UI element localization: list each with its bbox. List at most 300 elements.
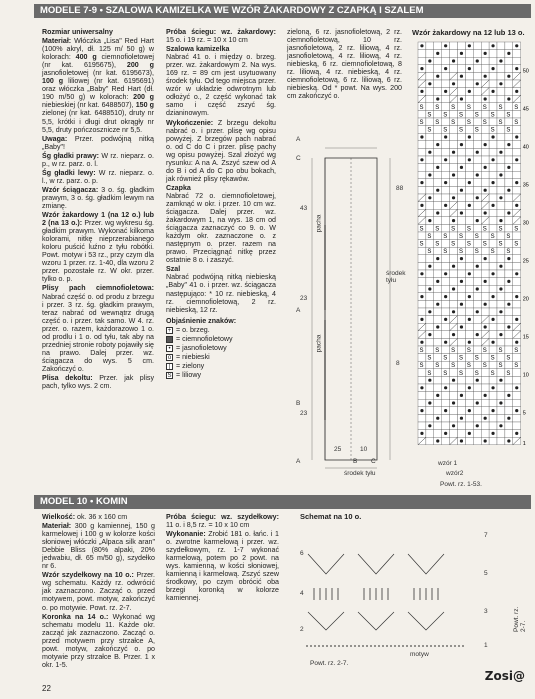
jacquard-cell (458, 430, 466, 438)
jacquard-dot (428, 59, 431, 62)
jacquard-symbol: S (498, 241, 503, 248)
jacquard-cell (505, 316, 513, 324)
jacquard-dot (452, 379, 455, 382)
dim-2: 88 (396, 185, 404, 192)
jacquard-symbol: S (435, 226, 440, 233)
jacquard-dot (507, 189, 510, 192)
jacquard-cell (450, 300, 458, 308)
jacquard-symbol: S (506, 127, 511, 134)
jacquard-cell (497, 300, 505, 308)
jacquard-cell (458, 262, 466, 270)
jacquard-cell (489, 194, 497, 202)
point-a-top: A (296, 136, 301, 143)
jacquard-dot (452, 424, 455, 427)
jacquard-symbol: S (451, 348, 456, 354)
dim-4: 23 (300, 410, 308, 417)
jacquard-symbol: S (482, 226, 487, 233)
jacquard-cell (505, 293, 513, 301)
jacquard-grid (414, 38, 529, 448)
jacquard-dot (476, 379, 479, 382)
jacquard-dot (507, 143, 510, 146)
jacquard-cell (458, 399, 466, 407)
jacquard-cell (489, 217, 497, 225)
jacquard-dot (507, 257, 510, 260)
legend-swatch: + (167, 327, 172, 334)
crochet-row-label: 3 (484, 608, 488, 615)
jacquard-cell (481, 110, 489, 118)
label-wielkosc: Wielkość: (42, 513, 76, 521)
jacquard-cell (465, 164, 473, 172)
jacquard-symbol: S (419, 226, 424, 233)
jacquard-dot (452, 401, 455, 404)
jacquard-dot (507, 394, 510, 397)
jacquard-cell (465, 232, 473, 240)
jacquard-cell (458, 224, 466, 232)
jacquard-cell (426, 323, 434, 331)
top-banner: MODELE 7-9 • SZALOWA KAMIZELKA WE WZÓR ŻAKARDOWY Z CZAPKĄ I SZALEM (34, 4, 531, 18)
jacquard-symbol: S (466, 226, 471, 233)
jacquard-dot (420, 67, 423, 70)
point-c-top: C (296, 155, 301, 162)
jacquard-dot (436, 394, 439, 397)
jacquard-cell (489, 141, 497, 149)
jacquard-cell (473, 361, 481, 369)
jacquard-dot (476, 310, 479, 313)
jacquard-cell (450, 407, 458, 415)
jacquard-cell (434, 285, 442, 293)
jacquard-dot (515, 204, 518, 207)
jacquard-cell (473, 407, 481, 415)
jacquard-symbol: S (466, 363, 471, 370)
jacquard-row-label: 5 (522, 410, 526, 417)
jacquard-row-label: 15 (522, 334, 529, 341)
text-sg-prawy: W rz. nieparz. o. p., w rz. parz. o. l. (42, 151, 154, 168)
jacquard-cell (505, 422, 513, 430)
jacquard-dot (491, 181, 494, 184)
jacquard-cell (442, 72, 450, 80)
jacquard-dot (484, 143, 487, 146)
jacquard-symbol: S (451, 120, 456, 126)
jacquard-dot (436, 303, 439, 306)
jacquard-cell (418, 354, 426, 362)
jacquard-cell (489, 171, 497, 179)
jacquard-dot (420, 181, 423, 184)
jacquard-dot (507, 52, 510, 55)
jacquard-cell (473, 437, 481, 445)
jacquard-cell (473, 346, 481, 354)
jacquard-cell (442, 148, 450, 156)
jacquard-dot (515, 90, 518, 93)
jacquard-cell (505, 156, 513, 164)
jacquard-cell (497, 293, 505, 301)
jacquard-cell (497, 88, 505, 96)
jacquard-cell (489, 164, 497, 172)
jacquard-cell (497, 186, 505, 194)
schemat10-powt: Powt. rz. 2-7. (310, 660, 349, 667)
jacquard-cell (505, 346, 513, 354)
jacquard-dot (507, 280, 510, 283)
jacquard-dot (491, 135, 494, 138)
jacquard-cell (458, 308, 466, 316)
jacquard-dot (444, 158, 447, 161)
jacquard-cell (418, 57, 426, 65)
jacquard-dot (476, 219, 479, 222)
jacquard-dot (436, 211, 439, 214)
jacquard-cell (465, 262, 473, 270)
jacquard-cell (497, 126, 505, 134)
jacquard-cell (442, 217, 450, 225)
jacquard-dot (507, 439, 510, 442)
jacquard-dot (436, 325, 439, 328)
page-number: 22 (42, 684, 51, 693)
jacquard-cell (513, 148, 521, 156)
jacquard-cell (458, 88, 466, 96)
jacquard-cell (418, 278, 426, 286)
jacquard-cell (434, 133, 442, 141)
text-material: Włóczka „Lisa" Red Hart (100% akryl, dł. 125 m/ 50 g) w kolorach: (42, 37, 154, 62)
jacquard-cell (465, 278, 473, 286)
jacquard-cell (505, 179, 513, 187)
jacquard-cell (450, 42, 458, 50)
jacquard-dot (436, 166, 439, 169)
jacquard-dot (476, 151, 479, 154)
jacquard-dot (507, 325, 510, 328)
jacquard-row-label: 25 (522, 258, 529, 265)
jacquard-cell (442, 323, 450, 331)
jacquard-cell (434, 171, 442, 179)
jacquard-dot (484, 303, 487, 306)
jacquard-dot (491, 409, 494, 412)
jacquard-symbol: S (419, 348, 424, 354)
jacquard-dot (499, 82, 502, 85)
jacquard-dot (468, 295, 471, 298)
jacquard-symbol: S (466, 120, 471, 126)
text-material-1: ciemnofioletowej (nr kat. 6195675), (42, 53, 154, 70)
jacquard-cell (497, 354, 505, 362)
jacquard-cell (505, 262, 513, 270)
jacquard-dot (428, 401, 431, 404)
label-wzor-sciagacza: Wzór ściągacza: (42, 185, 99, 194)
jacquard-cell (442, 399, 450, 407)
jacquard-cell (465, 50, 473, 58)
jacquard-row-label: 10 (522, 372, 529, 379)
jacquard-cell (434, 384, 442, 392)
jacquard-dot (452, 59, 455, 62)
jacquard-cell (442, 50, 450, 58)
jacquard-symbol: S (427, 112, 432, 119)
jacquard-cell (434, 399, 442, 407)
jacquard-cell (489, 308, 497, 316)
text-szalowa: Nabrać 41 o. i między o. brzeg. przer. wz. żakardowym 2. Na wys. 169 rz. = 89 cm jest usytuowany środek tyłu. Od tego miejsca przer. wzór w układzie odwrotnym lub odłożyć o., 2 część wykonać tak samo i część zszyć śg. dzianinowym. (166, 53, 276, 118)
jacquard-symbol: S (498, 363, 503, 370)
jacquard-cell (465, 247, 473, 255)
jacquard-cell (473, 179, 481, 187)
jacquard-symbol: S (482, 363, 487, 370)
jacquard-dot (420, 386, 423, 389)
jacquard-cell (442, 57, 450, 65)
jacquard-cell (418, 376, 426, 384)
signature: Zosi@ (484, 669, 525, 683)
jacquard-title: Wzór żakardowy na 12 lub 13 o. (412, 28, 525, 37)
text-plisy: Nabrać część o. od produ z brzegu i przer. 3 rz. śg. gładkim prawym, teraz nabrać od wewnątrz drugą część o. i przer. tak samo. W 4. rz. przer. o. razem, każdorazowo 1 o. od prodlu i 1 o. od tyłu, tak aby na przedniej stronie roboty pojawiły się na prawo. Dalej przer. wz. ściągacza do wys. 5 cm. Zakończyć o. (42, 292, 154, 373)
jacquard-cell (497, 247, 505, 255)
jacquard-cell (481, 422, 489, 430)
jacquard-cell (489, 323, 497, 331)
jacquard-cell (434, 293, 442, 301)
jacquard-cell (465, 376, 473, 384)
dim-3: 23 (300, 295, 308, 302)
jacquard-dot (444, 90, 447, 93)
jacquard-cell (497, 133, 505, 141)
label-proba: Próba ściegu: wz. żakardowy: (166, 28, 276, 36)
jacquard-symbol: S (498, 104, 503, 111)
jacquard-cell (426, 186, 434, 194)
text-material-5: zielonej (nr kat. 6488510), druty nr 5,5, krótki i długi drut okrągły nr 5,5, druty pończosznicze nr 5,5. (42, 109, 154, 134)
jacquard-symbol: S (419, 241, 424, 248)
jacquard-cell (489, 240, 497, 248)
jacquard-cell (458, 80, 466, 88)
text-proba: 15 o. i 19 rz. = 10 x 10 cm (166, 36, 248, 45)
jacquard-symbol: S (459, 355, 464, 362)
jacquard-symbol: S (514, 226, 519, 233)
jacquard-dot (468, 341, 471, 344)
jacquard-cell (473, 316, 481, 324)
jacquard-dot (476, 173, 479, 176)
jacquard-dot (507, 97, 510, 100)
jacquard-cell (481, 308, 489, 316)
jacquard-cell (458, 217, 466, 225)
jacquard-dot (444, 44, 447, 47)
jacquard-cell (426, 224, 434, 232)
jacquard-dot (428, 265, 431, 268)
qty-5: 150 g (135, 101, 154, 110)
jacquard-cell (505, 384, 513, 392)
jacquard-cell (418, 255, 426, 263)
jacquard-symbol: S (435, 348, 440, 354)
jacquard-cell (497, 141, 505, 149)
text-material-2: jasnofioletowej (nr kat. 6195673), (42, 69, 154, 78)
jacquard-cell (450, 156, 458, 164)
jacquard-dot (491, 158, 494, 161)
jacquard-dot (460, 325, 463, 328)
jacquard-cell (481, 42, 489, 50)
jacquard-cell (418, 285, 426, 293)
jacquard-cell (481, 232, 489, 240)
jacquard-cell (505, 65, 513, 73)
jacquard-cell (465, 171, 473, 179)
jacquard-cell (458, 384, 466, 392)
jacquard-row-label: 35 (522, 182, 529, 189)
jacquard-cell (442, 308, 450, 316)
jacquard-cell (465, 308, 473, 316)
jacquard-dot (515, 44, 518, 47)
jacquard-dot (468, 432, 471, 435)
jacquard-cell (481, 65, 489, 73)
jacquard-cell (497, 179, 505, 187)
jacquard-cell (418, 126, 426, 134)
jacquard-cell (426, 202, 434, 210)
jacquard-cell (442, 209, 450, 217)
jacquard-cell (505, 103, 513, 111)
jacquard-symbol: S (498, 226, 503, 233)
jacquard-cell (497, 164, 505, 172)
jacquard-cell (489, 392, 497, 400)
jacquard-cell (473, 202, 481, 210)
label-sg-lewy: Śg gładki lewy: (42, 168, 96, 177)
jacquard-row-label: 30 (522, 220, 529, 227)
jacquard-dot (460, 166, 463, 169)
jacquard-dot (420, 272, 423, 275)
label-srodek-tylu: środek tyłu (344, 470, 376, 477)
jacquard-cell (465, 126, 473, 134)
jacquard-dot (468, 67, 471, 70)
jacquard-cell (418, 164, 426, 172)
jacquard-cell (481, 270, 489, 278)
qty-2: 200 g (126, 61, 154, 70)
jacquard-dot (507, 166, 510, 169)
jacquard-cell (434, 308, 442, 316)
jacquard-cell (434, 407, 442, 415)
jacquard-symbol: S (482, 104, 487, 111)
jacquard-dot (428, 219, 431, 222)
jacquard-dot (484, 211, 487, 214)
jacquard-dot (460, 257, 463, 260)
schemat10-powt-side: Powt. rz. 2-7. (513, 606, 527, 632)
jacquard-cell (513, 278, 521, 286)
jacquard-cell (489, 50, 497, 58)
text-szal: Nabrać podwójną nitką niebieską „Baby" 41 o. i przer. wz. ściągacza następująco: * 10 rz. niebieską, 4 rz. ciemnofioletową, 2 rz. niebieską, 12 rz. (166, 273, 276, 314)
jacquard-cell (489, 278, 497, 286)
jacquard-dot (491, 318, 494, 321)
jacquard-dot (444, 409, 447, 412)
jacquard-cell (473, 414, 481, 422)
jacquard-dot (420, 341, 423, 344)
legend-text: = o. brzeg. (176, 326, 210, 335)
jacquard-row-label: 20 (522, 296, 529, 303)
jacquard-cell (458, 103, 466, 111)
jacquard-dot (515, 318, 518, 321)
jacquard-cell (426, 72, 434, 80)
jacquard-dot (499, 151, 502, 154)
jacquard-dot (499, 401, 502, 404)
jacquard-cell (489, 103, 497, 111)
label-material: Materiał: (42, 37, 72, 46)
jacquard-dot (484, 166, 487, 169)
jacquard-cell (513, 414, 521, 422)
qty-4: 200 g (133, 93, 154, 102)
legend-text: = ciemnofioletowy (176, 335, 233, 344)
jacquard-cell (458, 407, 466, 415)
jacquard-symbol: S (514, 363, 519, 370)
jacquard-cell (465, 217, 473, 225)
jacquard-cell (426, 65, 434, 73)
jacquard-dot (420, 158, 423, 161)
jacquard-symbol: S (506, 234, 511, 240)
jacquard-cell (465, 300, 473, 308)
jacquard-cell (450, 354, 458, 362)
jacquard-cell (450, 430, 458, 438)
jacquard-row-label: 50 (522, 68, 529, 75)
jacquard-cell (458, 118, 466, 126)
jacquard-dot (436, 189, 439, 192)
text-material-10: 300 g kamiennej, 150 g karmelowej i 100 g w kolorze kości słoniowej włóczki „Alpaca silk aran" Debbie Bliss (80% alpaki, 20% jedwabiu, dł. 65 m/50 g), szydełko nr 6. (42, 522, 155, 571)
jacquard-dot (484, 97, 487, 100)
jacquard-cell (473, 118, 481, 126)
jacquard-cell (458, 331, 466, 339)
text-wykonanie: Zrobić 181 o. łańc. i 1 o. zwrotne karmelową i przer. wz. szydełkowym, rz. 1-7 wykonać karmelową, potem po 2 powt. na wys. kamienną, w kości słoniowej, kamienną i karmelową. Zszyć szew środkowy, po czym obrócić oba brzegi koronką w kolorze kamiennej. (166, 530, 279, 603)
jacquard-cell (497, 72, 505, 80)
vest-schematic (290, 130, 408, 485)
legend-item (166, 344, 276, 353)
jacquard-dot (491, 67, 494, 70)
jacquard-cell (497, 42, 505, 50)
jacquard-symbol: S (435, 363, 440, 370)
jacquard-cell (450, 255, 458, 263)
jacquard-dot (484, 280, 487, 283)
text-wykonczenie: Z brzegu dekoltu nabrać o. i przer. plisę wg opisu powyżej. Z brzegów pach nabrać o. od C do C i przer. plisę pachy wg opisu powyżej. Szal złożyć wg rysunku: A na A. Zszyć szew od A do B i od A do C po obu bokach, jak również plisy rękawów. (166, 118, 276, 183)
jacquard-cell (473, 209, 481, 217)
jacquard-dot (499, 196, 502, 199)
jacquard-cell (497, 110, 505, 118)
jacquard-cell (489, 262, 497, 270)
jacquard-cell (434, 80, 442, 88)
jacquard-symbol: S (459, 249, 464, 256)
jacquard-cell (513, 285, 521, 293)
jacquard-cell (489, 422, 497, 430)
jacquard-cell (473, 293, 481, 301)
jacquard-cell (458, 171, 466, 179)
jacquard-cell (442, 278, 450, 286)
jacquard-cell (434, 270, 442, 278)
jacquard-symbol: S (459, 370, 464, 377)
jacquard-cell (434, 148, 442, 156)
jacquard-cell (465, 369, 473, 377)
jacquard-cell (513, 422, 521, 430)
text-col3: zieloną, 6 rz. jasnofioletową, 2 rz. ciemnofioletową, 10 rz. jasnofioletową, 2 rz. liliową, 4 rz. jasnofioletową, 4 rz. liliową, 4 rz. niebieską, 6 rz. ciemnofioletową, 8 rz. liliową, 4 rz. niebieską, 4 rz. ciemnofioletową, 6 rz. liliową, 6 rz. niebieską. Od * powt. Na wys. 200 cm zakończyć o. (287, 28, 402, 101)
jacquard-cell (450, 141, 458, 149)
crochet-row-label: 1 (484, 642, 488, 649)
jacquard-cell (497, 384, 505, 392)
jacquard-dot (420, 135, 423, 138)
jacquard-dot (507, 75, 510, 78)
jacquard-cell (442, 346, 450, 354)
jacquard-cell (450, 392, 458, 400)
column-3 (287, 28, 402, 101)
jacquard-cell (473, 430, 481, 438)
jacquard-cell (473, 88, 481, 96)
jacquard-dot (436, 143, 439, 146)
jacquard-cell (481, 57, 489, 65)
jacquard-cell (473, 133, 481, 141)
jacquard-symbol: S (419, 363, 424, 370)
jacquard-dot (491, 341, 494, 344)
jacquard-cell (458, 285, 466, 293)
jacquard-cell (513, 126, 521, 134)
jacquard-dot (468, 204, 471, 207)
heading-szal: Szal (166, 265, 181, 274)
jacquard-cell (458, 316, 466, 324)
jacquard-cell (442, 186, 450, 194)
jacquard-cell (473, 323, 481, 331)
jacquard-cell (497, 369, 505, 377)
jacquard-cell (418, 414, 426, 422)
jacquard-cell (513, 399, 521, 407)
jacquard-cell (489, 399, 497, 407)
jacquard-cell (489, 57, 497, 65)
jacquard-dot (484, 439, 487, 442)
jacquard-cell (513, 247, 521, 255)
jacquard-cell (450, 186, 458, 194)
